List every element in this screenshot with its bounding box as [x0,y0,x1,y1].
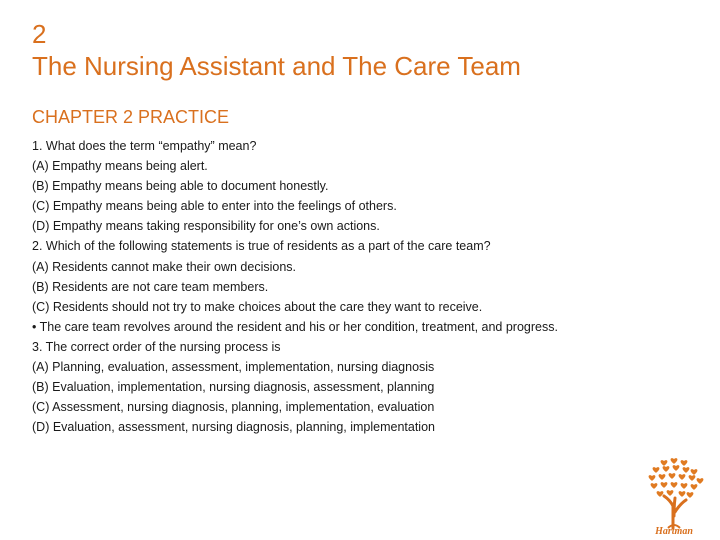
heart-icon [691,484,698,490]
question-list [32,136,692,437]
logo-text: Hartman [655,526,693,536]
heart-icon [679,491,686,497]
question-line: (B) Residents are not care team members. [32,279,269,294]
heart-icon [681,483,688,489]
hartman-logo [640,456,710,536]
question-line: (B) Empathy means being able to document honestly. [32,179,329,194]
heart-icon [689,475,696,481]
heart-icon [671,458,678,464]
heart-icon [661,482,668,488]
heart-icon [649,475,656,481]
question-line: 3. The correct order of the nursing process is [32,339,281,354]
chapter-title: The Nursing Assistant and The Care Team [32,51,521,81]
question-line: (B) Evaluation, implementation, nursing diagnosis, assessment, planning [32,380,435,395]
heart-icon [651,483,658,489]
heart-icon [673,465,680,471]
question-line: 1. What does the term “empathy” mean? [32,139,257,153]
question-line: (A) Planning, evaluation, assessment, implementation, nursing diagnosis [32,360,435,375]
question-line: • The care team revolves around the resident and his or her condition, treatment, and progress. [32,319,558,334]
question-line: 2. Which of the following statements is true of residents as a part of the care team? [32,239,491,254]
question-line: (A) Empathy means being alert. [32,159,208,174]
question-line: (D) Empathy means taking responsibility for one’s own actions. [32,219,380,234]
chapter-number: 2 [32,19,47,49]
heart-tree-icon [649,458,704,498]
heart-icon [683,467,690,473]
heart-icon [681,460,688,466]
heart-icon [663,466,670,472]
question-line: (C) Assessment, nursing diagnosis, planning, implementation, evaluation [32,400,435,415]
question-line: (C) Residents should not try to make choices about the care they want to receive. [32,299,483,314]
heart-icon [697,478,704,484]
practice-heading: CHAPTER 2 PRACTICE [32,107,230,127]
heart-icon [667,490,674,496]
heart-icon [669,473,676,479]
slide-title [32,18,521,82]
question-line: (D) Evaluation, assessment, nursing diagnosis, planning, implementation [32,420,435,435]
heart-icon [687,492,694,498]
question-line: (C) Empathy means being able to enter into the feelings of others. [32,199,397,214]
heart-icon [657,491,664,497]
heart-icon [679,474,686,480]
heart-icon [661,460,668,466]
question-line: (A) Residents cannot make their own decisions. [32,259,297,274]
heart-icon [659,474,666,480]
heart-icon [653,467,660,473]
heart-icon [691,469,698,475]
heart-icon [671,482,678,488]
